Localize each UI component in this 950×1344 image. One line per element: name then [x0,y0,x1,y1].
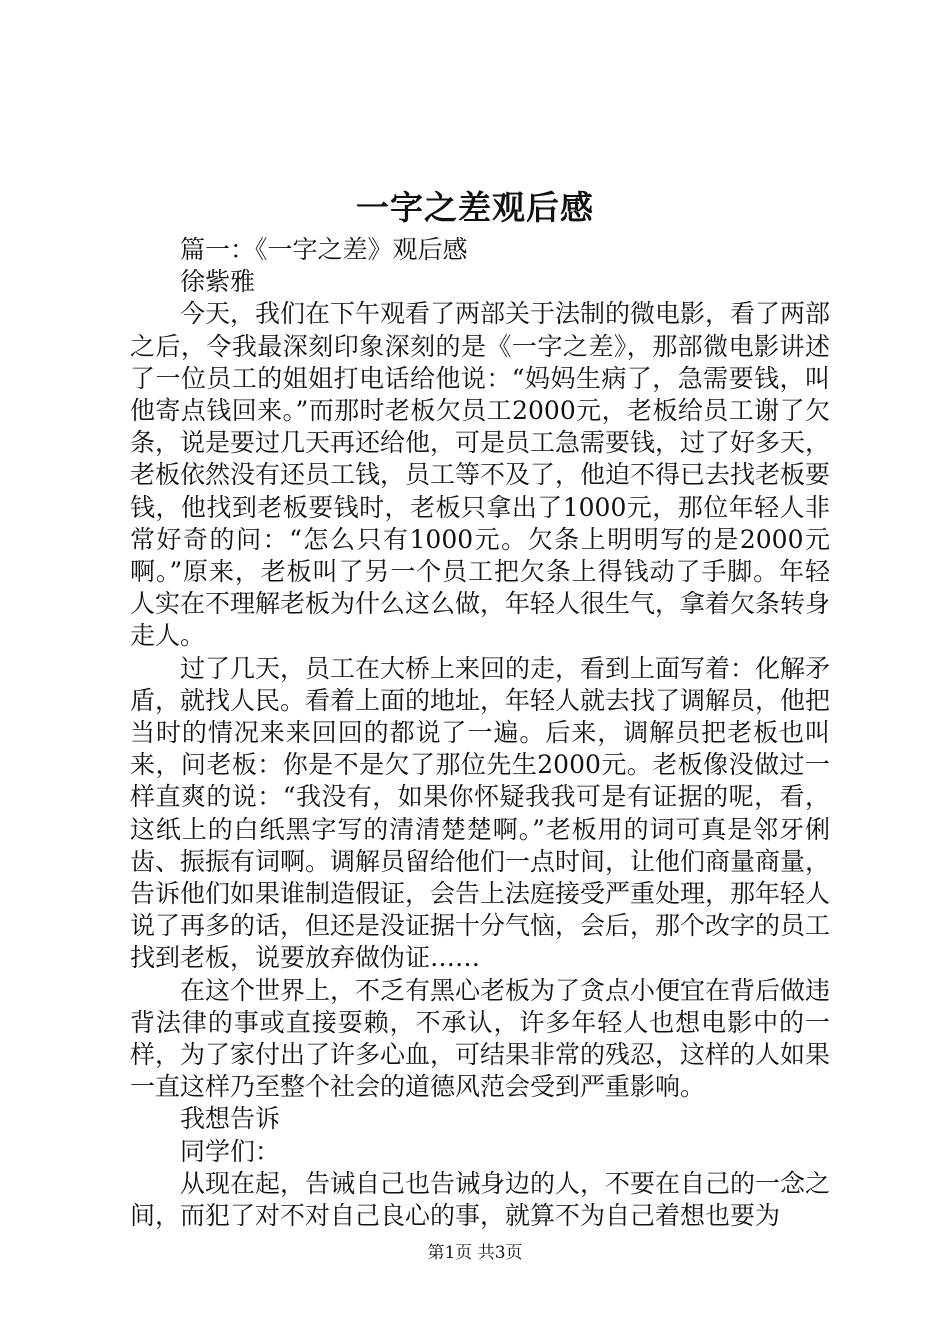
paragraph: 我想告诉 [180,1104,281,1134]
paragraph: 同学们： [180,1136,281,1166]
page-footer: 第1页 共3页 [427,1243,523,1263]
paragraph: 过了几天，员工在大桥上来回的走，看到上面写着：化解矛盾，就找人民。看着上面的地址，年轻人就去找了调解员，他把当时的情况来来回回的都说了一遍。后来，调解员把老板也叫来，问老板：你是不是欠了那位先生2000元。老板像没做过一样直爽的说：“我没有，如果你怀疑我我可是有证据的呢，看，这纸上的白纸黑字写的清清楚楚啊。”老板用的词可真是邻牙俐齿、振振有词啊。调解员留给他们一点时间，让他们商量商量，告诉他们如果谁制造假证，会告上法庭接受严重处理，那年轻人说了再多的话，但还是没证据十分气恼，会后，那个改字的员工找到老板，说要放弃做伪证…… [130,653,831,973]
paragraph: 从现在起，告诫自己也告诫身边的人，不要在自己的一念之间，而犯了对不对自己良心的事，就算不为自己着想也要为 [130,1168,831,1231]
paragraph: 在这个世界上，不乏有黑心老板为了贪点小便宜在背后做违背法律的事或直接耍赖，不承认，许多年轻人也想电影中的一样，为了家付出了许多心血，可结果非常的残忍，这样的人如果一直这样乃至整个社会的道德风范会受到严重影响。 [130,975,831,1102]
paragraph: 今天，我们在下午观看了两部关于法制的微电影，看了两部之后，令我最深刻印象深刻的是《一字之差》，那部微电影讲述了一位员工的姐姐打电话给他说：“妈妈生病了，急需要钱，叫他寄点钱回来。”而那时老板欠员工2000元，老板给员工谢了欠条，说是要过几天再还给他，可是员工急需要钱，过了好多天，老板依然没有还员工钱，员工等不及了，他迫不得已去找老板要钱，他找到老板要钱时，老板只拿出了1000元，那位年轻人非常好奇的问：“怎么只有1000元。欠条上明明写的是2000元啊。”原来，老板叫了另一个员工把欠条上得钱动了手脚。年轻人实在不理解老板为什么这么做，年轻人很生气，拿着欠条转身走人。 [130,299,831,651]
section-heading: 篇一：《一字之差》观后感 [180,235,468,264]
author-name: 徐紫雅 [180,267,256,297]
document-title: 一字之差观后感 [356,188,594,227]
document-body [130,234,830,1232]
